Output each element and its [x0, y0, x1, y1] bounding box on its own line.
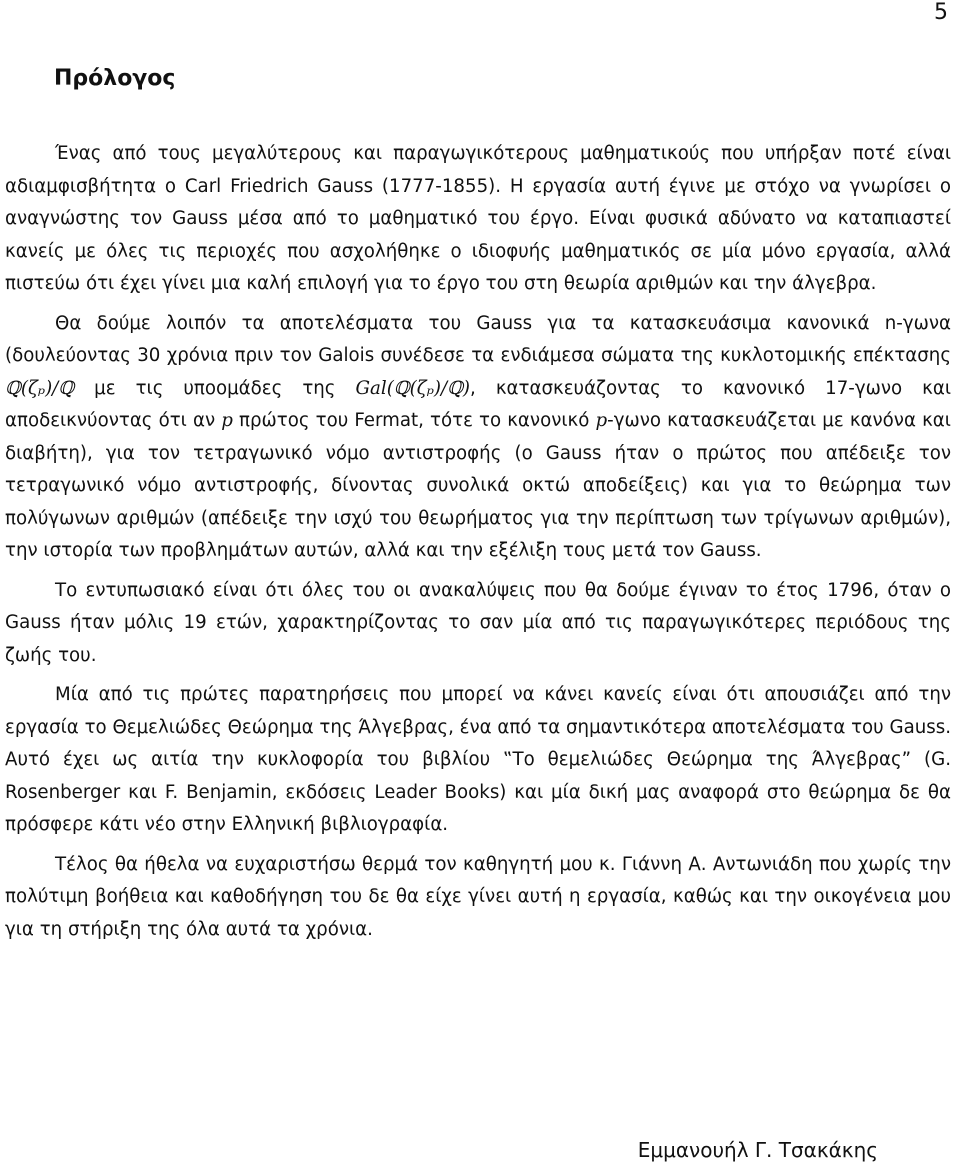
- math-galois-group: Gal(ℚ(ζₚ)/ℚ): [355, 377, 471, 399]
- preface-body: [5, 138, 951, 953]
- author-signature: Εμμανουήλ Γ. Τσακάκης: [637, 1138, 878, 1162]
- math-cyclotomic-extension: ℚ(ζₚ)/ℚ: [5, 377, 75, 399]
- paragraph-1: Ένας από τους μεγαλύτερους και παραγωγικότερους μαθηματικούς που υπήρξαν ποτέ είναι αδιαμφισβήτητα ο Carl Friedrich Gauss (1777-1855). Η εργασία αυτή έγινε με στόχο να γνωρίσει ο αναγνώστης τον Gauss μέσα από το μαθηματικό του έργο. Είναι φυσικά αδύνατο να καταπιαστεί κανείς με όλες τις περιοχές που ασχολήθηκε ο ιδιοφυής μαθηματικός σε μία μόνο εργασία, αλλά πιστεύω ότι έχει γίνει μια καλή επιλογή για το έργο του στη θεωρία αριθμών και την άλγεβρα.: [5, 143, 951, 294]
- paragraph-2-part-a: Θα δούμε λοιπόν τα αποτελέσματα του Gauss για τα κατασκευάσιμα κανονικά n-γωνα (δουλεύοντας 30 χρόνια πριν τον Galois συνέδεσε τα ενδιάμεσα σώματα της κυκλοτομικής επέκτασης: [5, 312, 951, 366]
- paragraph-2-part-b: με τις υποομάδες της: [94, 377, 336, 399]
- math-prime-p-2: p: [595, 410, 608, 431]
- math-prime-p: p: [221, 410, 233, 431]
- page-number: 5: [934, 0, 948, 25]
- page-title: Πρόλογος: [54, 66, 176, 91]
- paragraph-2-part-e: -γωνο κατασκευάζεται με κανόνα και διαβήτη), για τον τετραγωνικό νόμο αντιστροφής (ο Gauss ήταν ο πρώτος που απέδειξε τον τετραγωνικό νόμο αντιστροφής, δίνοντας συνολικά οκτώ αποδείξεις) και για το θεώρημα των πολύγωνων αριθμών (απέδειξε την ισχύ του θεωρήματος για την περίπτωση των τρίγωνων αριθμών), την ιστορία των προβλημάτων αυτών, αλλά και την εξέλιξη τους μετά τον Gauss.: [5, 410, 951, 561]
- paragraph-2-part-c: , κατασκευάζοντας το κανονικό 17-γωνο και αποδεικνύοντας ότι αν: [5, 377, 951, 431]
- paragraph-2: [5, 308, 951, 568]
- paragraph-4: Μία από τις πρώτες παρατηρήσεις που μπορεί να κάνει κανείς είναι ότι απουσιάζει από την εργασία το Θεμελιώδες Θεώρημα της Άλγεβρας, ένα από τα σημαντικότερα αποτελέσματα του Gauss. Αυτό έχει ως αιτία την κυκλοφορία του βιβλίου ‟Το θεμελιώδες Θεώρημα της Άλγεβρας” (G. Rosenberger και F. Benjamin, εκδόσεις Leader Books) και μία δική μας αναφορά στο θεώρημα δε θα πρόσφερε κάτι νέο στην Ελληνική βιβλιογραφία.: [5, 684, 951, 835]
- paragraph-3: Το εντυπωσιακό είναι ότι όλες του οι ανακαλύψεις που θα δούμε έγιναν το έτος 1796, όταν ο Gauss ήταν μόλις 19 ετών, χαρακτηρίζοντας το σαν μία από τις παραγωγικότερες περιόδους της ζωής του.: [5, 579, 951, 666]
- paragraph-5: Τέλος θα ήθελα να ευχαριστήσω θερμά τον καθηγητή μου κ. Γιάννη Α. Αντωνιάδη που χωρίς την πολύτιμη βοήθεια και καθοδήγηση του δε θα είχε γίνει αυτή η εργασία, καθώς και την οικογένεια μου για τη στήριξη της όλα αυτά τα χρόνια.: [5, 853, 951, 940]
- paragraph-2-part-d: πρώτος του Fermat, τότε το κανονικό: [239, 410, 590, 431]
